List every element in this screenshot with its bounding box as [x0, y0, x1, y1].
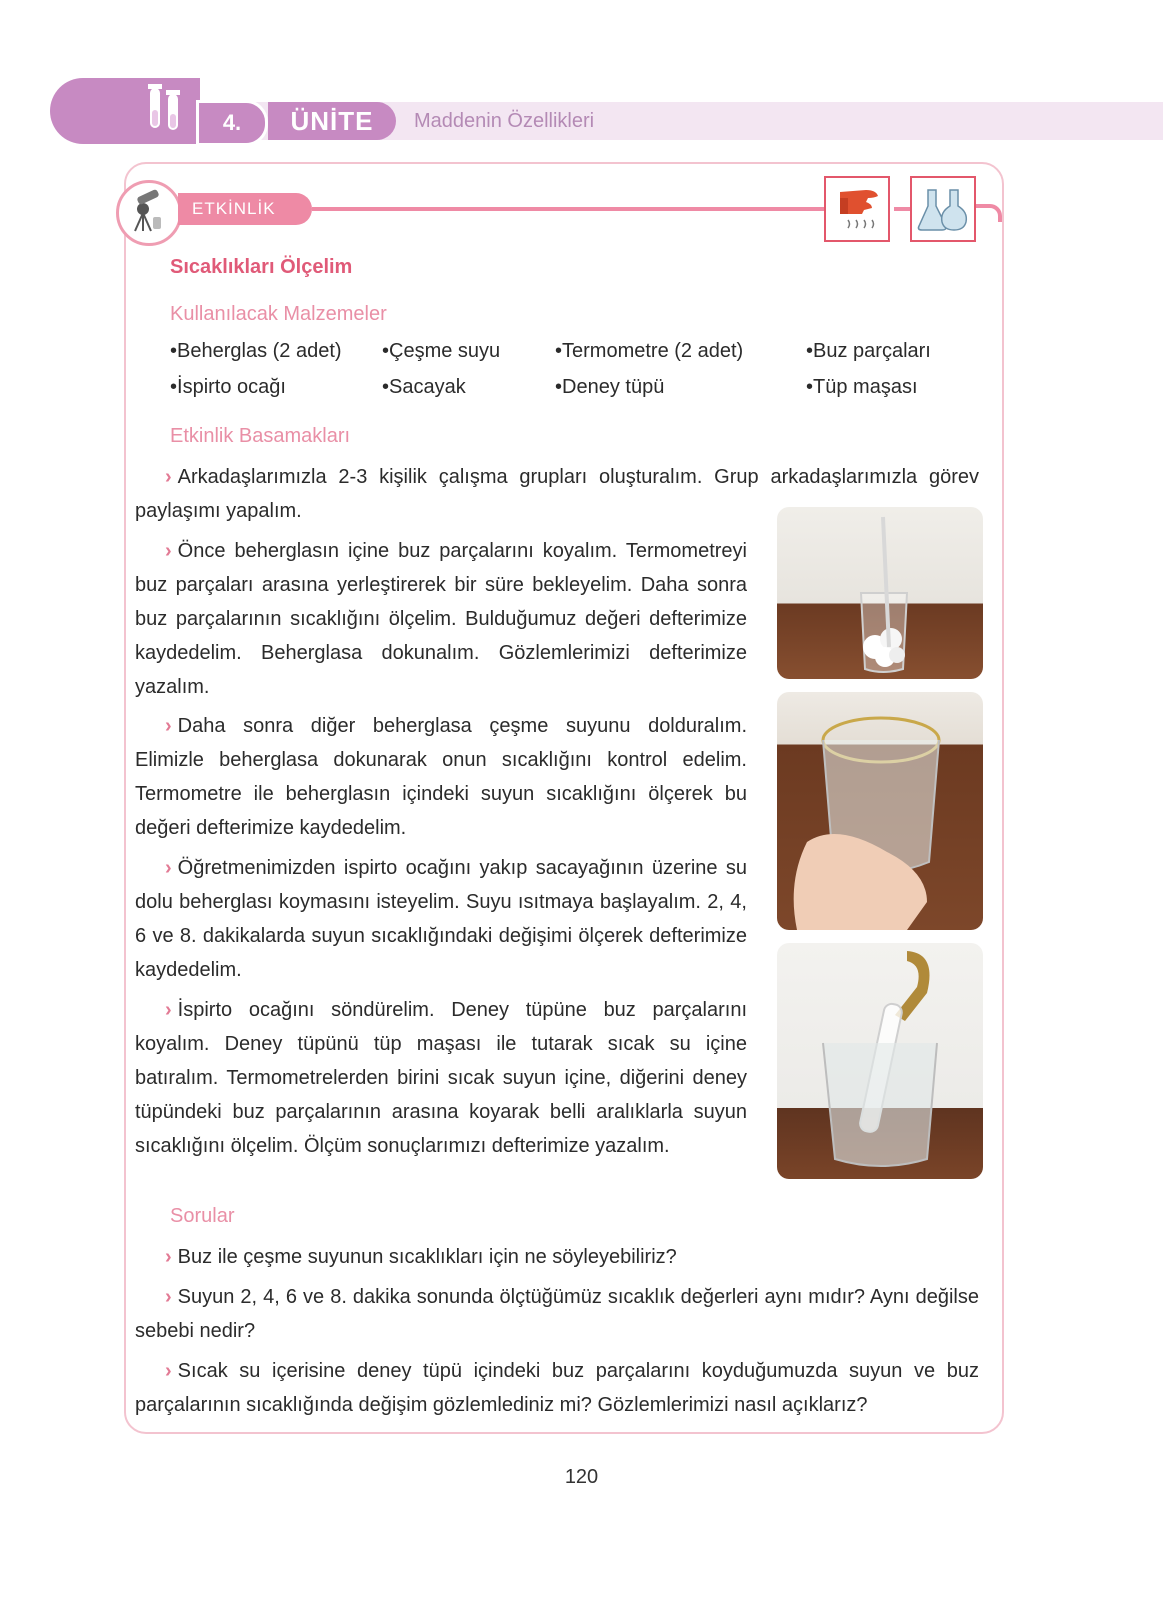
step-item [135, 851, 747, 987]
step-text: Öğretmenimizden ispirto ocağını yakıp sacayağının üzerine su dolu beherglası koymasını isteyelim. Suyu ısıtmaya başlayalım. 2, 4, 6 ve 8. dakikalarda suyun sıcaklığındaki değişimi ölçerek defterimize kaydedelim. [135, 857, 747, 981]
unit-title: Maddenin Özellikleri [414, 110, 595, 132]
steps-heading: Etkinlik Basamakları [170, 425, 351, 447]
arrow-icon: › [165, 1360, 172, 1382]
arrow-icon: › [165, 540, 172, 562]
telescope-icon [116, 180, 182, 246]
arrow-icon: › [165, 715, 172, 737]
glassware-icon [910, 176, 976, 242]
heat-glove-icon [824, 176, 890, 242]
photo-hand-beaker [777, 692, 983, 930]
header-rule-tail [976, 204, 1002, 222]
material-item: • Termometre (2 adet) [555, 340, 743, 363]
arrow-icon: › [165, 1246, 172, 1268]
question-item [135, 1240, 979, 1274]
arrow-icon: › [165, 466, 172, 488]
step-item [135, 709, 747, 845]
unit-header [50, 78, 1163, 144]
unit-number: 4. [196, 100, 268, 146]
material-item: • Buz parçaları [806, 340, 931, 363]
test-tubes-icon [142, 80, 190, 138]
step-text: Arkadaşlarımızla 2-3 kişilik çalışma grupları oluşturalım. Grup arkadaşlarımızla görev paylaşımı yapalım. [135, 466, 979, 522]
questions-heading: Sorular [170, 1205, 235, 1227]
activity-badge: ETKİNLİK [178, 193, 312, 225]
step-item [135, 534, 747, 704]
question-item [135, 1280, 979, 1348]
material-item: • Çeşme suyu [382, 340, 500, 363]
question-item [135, 1354, 979, 1422]
activity-title: Sıcaklıkları Ölçelim [170, 256, 353, 278]
unit-label: ÜNİTE [268, 102, 396, 140]
materials-heading: Kullanılacak Malzemeler [170, 303, 387, 325]
step-text: Daha sonra diğer beherglasa çeşme suyunu dolduralım. Elimizle beherglasa dokunarak onun sıcaklığını kontrol edelim. Termometre ile beherglasın içindeki suyun sıcaklığını ölçerek bu değeri defterimize kaydedelim. [135, 715, 747, 839]
material-item: • Tüp maşası [806, 376, 918, 399]
material-item: • Deney tüpü [555, 376, 664, 399]
material-item: • Beherglas (2 adet) [170, 340, 342, 363]
material-item: • İspirto ocağı [170, 376, 286, 399]
page-number: 120 [564, 1466, 599, 1488]
material-item: • Sacayak [382, 376, 466, 399]
header-rule [312, 207, 824, 211]
arrow-icon: › [165, 857, 172, 879]
question-text: Sıcak su içerisine deney tüpü içindeki buz parçalarını koyduğumuzda suyun ve buz parçalarının sıcaklığında değişim gözlemlediniz mi? Gözlemlerimizi nasıl açıklarız? [135, 1360, 979, 1416]
header-rule-connector [894, 207, 910, 211]
arrow-icon: › [165, 999, 172, 1021]
arrow-icon: › [165, 1286, 172, 1308]
photo-tube-in-beaker [777, 943, 983, 1179]
question-text: Suyun 2, 4, 6 ve 8. dakika sonunda ölçtüğümüz sıcaklık değerleri aynı mıdır? Aynı değilse sebebi nedir? [135, 1286, 979, 1342]
photo-ice-beaker [777, 507, 983, 679]
question-text: Buz ile çeşme suyunun sıcaklıkları için ne söyleyebiliriz? [177, 1246, 677, 1268]
step-text: İspirto ocağını söndürelim. Deney tüpüne buz parçalarını koyalım. Deney tüpünü tüp maşası ile tutarak sıcak su içine batıralım. Termometrelerden birini sıcak suyun içine, diğerini deney tüpündeki buz parçalarının arasına koyarak belli aralıklarla suyun sıcaklığını ölçelim. Ölçüm sonuçlarımızı defterimize yazalım. [135, 999, 747, 1157]
step-item [135, 993, 747, 1163]
step-text: Önce beherglasın içine buz parçalarını koyalım. Termometreyi buz parçaları arasına yerleştirerek bir süre bekleyelim. Daha sonra buz parçalarının sıcaklığını ölçelim. Bulduğumuz değeri defterimize kaydedelim. Beherglasa dokunalım. Gözlemlerimizi defterimize yazalım. [135, 540, 747, 698]
